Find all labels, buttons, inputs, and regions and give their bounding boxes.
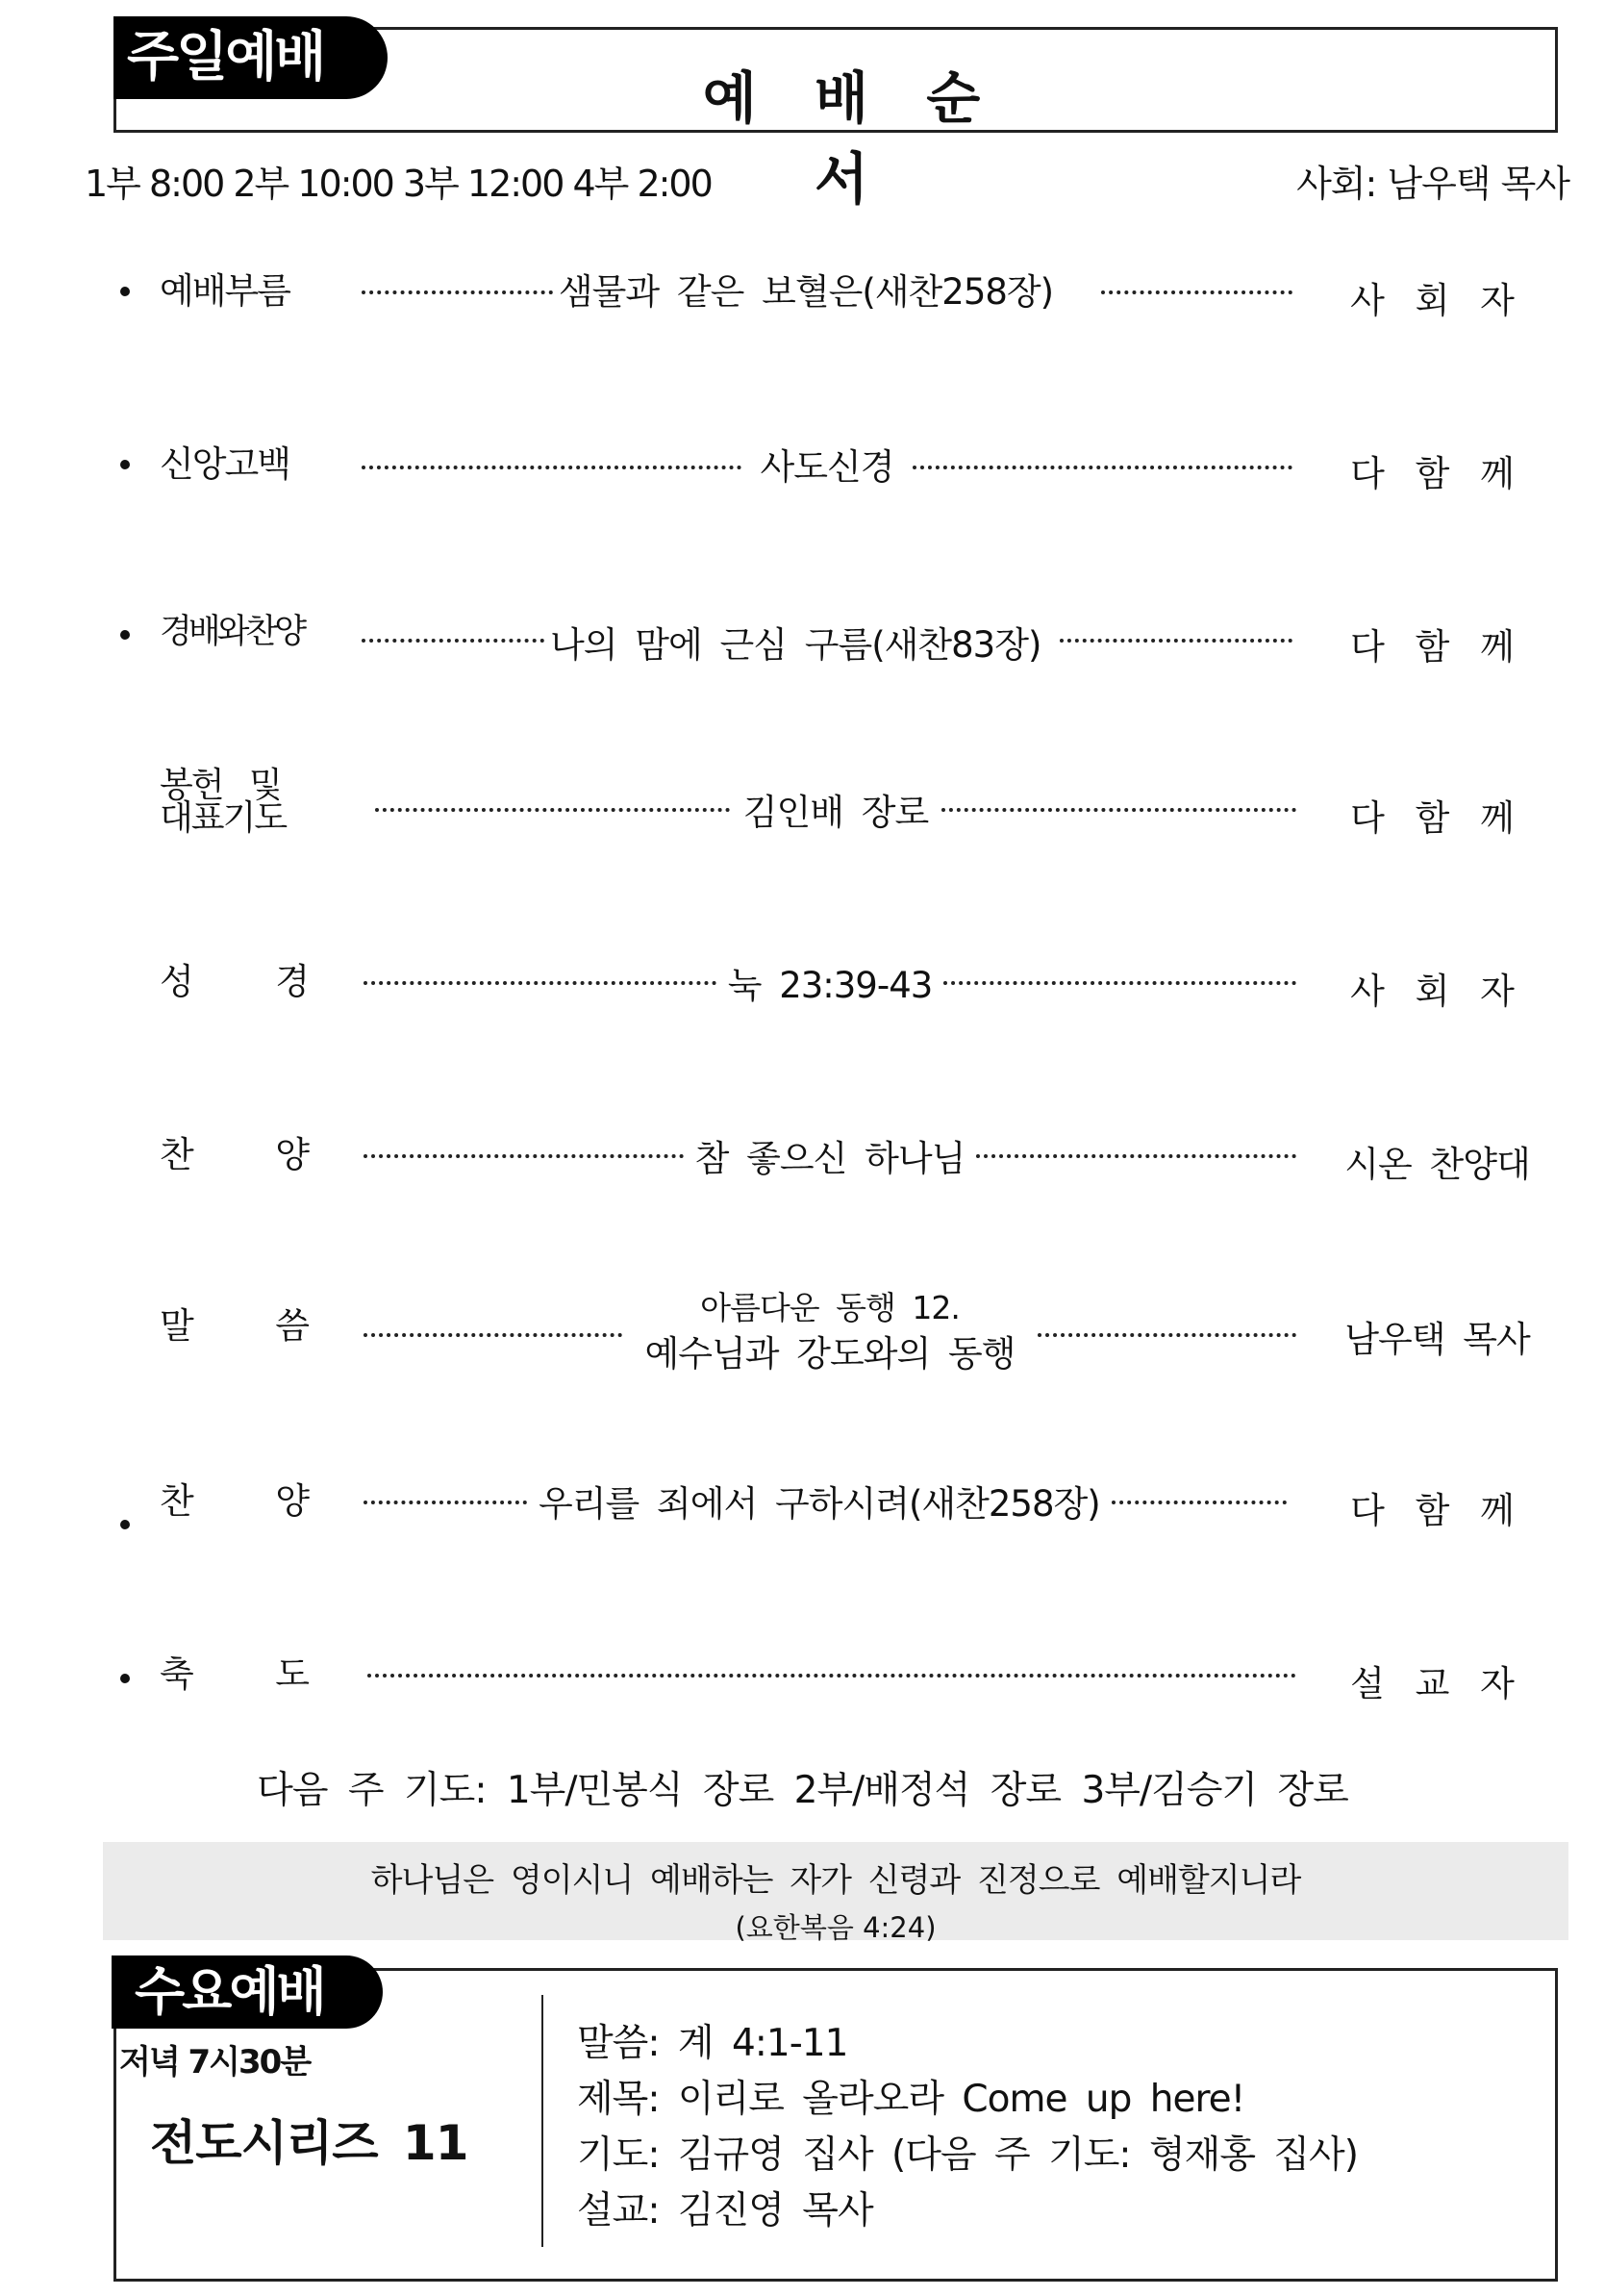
- order-label: 신앙고백: [160, 443, 289, 485]
- order-label: [160, 1134, 310, 1175]
- order-content-line: [358, 962, 1302, 1004]
- order-content: 김인배 장로: [742, 791, 929, 833]
- wednesday-time: 저녁 7시30분: [119, 2043, 311, 2082]
- order-content-line: [358, 1481, 1292, 1524]
- order-content: 우리를 죄에서 구하시려(새찬258장): [539, 1482, 1100, 1525]
- sunday-section-label-text: 주일예배: [127, 26, 324, 88]
- leader-dots: [976, 1154, 1296, 1158]
- order-label: [160, 766, 313, 838]
- wednesday-section-label-text: 수요예배: [135, 1961, 324, 2022]
- order-label-char: 말: [160, 1305, 194, 1347]
- service-host: 사회: 남우택 목사: [1296, 163, 1569, 205]
- order-label: 경배와찬양: [160, 613, 304, 651]
- order-label: [160, 1653, 310, 1695]
- bullet-icon: [120, 287, 130, 296]
- order-content: 샘물과 같은 보혈은(새찬258장): [558, 270, 1054, 313]
- order-content-line: [356, 271, 1298, 314]
- order-label-char: 경: [275, 961, 310, 1002]
- bullet-icon: [120, 1674, 130, 1683]
- order-content: 사도신경: [760, 445, 894, 488]
- order-content-line: [358, 1135, 1302, 1177]
- order-label: [160, 1480, 310, 1522]
- sermon-series: 아름다운 동행 12.: [700, 1288, 960, 1326]
- order-content: 참 좋으신 하나님: [694, 1137, 966, 1179]
- order-label-char: 찬: [160, 1480, 194, 1522]
- leader-dots: [364, 1154, 684, 1158]
- order-label-char: 축: [160, 1653, 194, 1695]
- order-content: 나의 맘에 근심 구름(새찬83장): [550, 623, 1041, 666]
- order-content-line: [358, 1279, 1302, 1385]
- next-week-prayer: 다음 주 기도: 1부/민봉식 장로 2부/배정석 장로 3부/김승기 장로: [257, 1769, 1348, 1812]
- order-content: 눅 23:39-43: [727, 964, 933, 1006]
- order-row: [0, 766, 1605, 846]
- bullet-icon: [120, 1520, 130, 1529]
- leader-dots: [913, 466, 1292, 469]
- scripture-reference: (요한복음 4:24): [735, 1911, 937, 1944]
- wednesday-section-label: [112, 1955, 383, 2029]
- order-row: [0, 425, 1605, 502]
- bullet-icon: [120, 630, 130, 640]
- leader-dots: [364, 1333, 622, 1337]
- order-content-line: [369, 789, 1302, 831]
- sunday-section-label: [113, 16, 388, 99]
- leader-dots: [362, 466, 741, 469]
- order-label: [160, 961, 310, 1002]
- page-title: 예 배 순 서: [702, 65, 1000, 212]
- leader-dots: [364, 1501, 527, 1504]
- service-schedule: 1부 8:00 2부 10:00 3부 12:00 4부 2:00: [85, 163, 712, 205]
- order-label: [160, 1305, 310, 1347]
- order-content-line: [356, 446, 1298, 489]
- wednesday-scripture: 말씀: 계 4:1-11: [577, 2022, 848, 2065]
- order-content: [644, 1288, 1016, 1375]
- order-label-char: 성: [160, 961, 194, 1002]
- order-role: 다 함 께: [1350, 797, 1524, 839]
- leader-dots: [1112, 1501, 1287, 1504]
- wednesday-title: 제목: 이리로 올라오라 Come up here!: [577, 2078, 1245, 2121]
- order-row: [0, 943, 1605, 1020]
- order-label-char: 도: [275, 1653, 310, 1695]
- bullet-icon: [120, 460, 130, 469]
- order-label-line1: 봉헌 및: [160, 766, 281, 805]
- order-row: [0, 1462, 1605, 1539]
- order-role: 다 함 께: [1350, 626, 1524, 668]
- leader-dots: [1101, 290, 1292, 294]
- order-role: 사 회 자: [1350, 280, 1524, 321]
- leader-dots: [941, 808, 1296, 812]
- scripture-verse: 하나님은 영이시니 예배하는 자가 신령과 진정으로 예배할지니라: [370, 1861, 1301, 1900]
- wednesday-preacher: 설교: 김진영 목사: [577, 2189, 873, 2233]
- order-row: [0, 1116, 1605, 1193]
- wednesday-prayer: 기도: 김규영 집사 (다음 주 기도: 형재홍 집사): [577, 2133, 1358, 2177]
- order-label-char: 양: [275, 1480, 310, 1522]
- order-row: [0, 252, 1605, 329]
- leader-dots: [362, 290, 553, 294]
- scripture-verse-band: [103, 1842, 1568, 1944]
- order-row: [0, 1635, 1605, 1712]
- wednesday-divider: [541, 1995, 543, 2247]
- order-row: [0, 598, 1605, 675]
- order-label-char: 양: [275, 1134, 310, 1175]
- leader-dots: [1038, 1333, 1296, 1337]
- order-role: 시온 찬양대: [1344, 1144, 1530, 1185]
- order-content-line: [362, 1654, 1302, 1697]
- wednesday-details: [577, 2016, 1358, 2239]
- leader-dots: [375, 808, 730, 812]
- leader-dots: [362, 639, 544, 643]
- leader-dots: [943, 981, 1296, 985]
- leader-dots: [1060, 639, 1292, 643]
- leader-dots: [367, 1674, 1296, 1678]
- leader-dots: [364, 981, 716, 985]
- order-role: 다 함 께: [1350, 1490, 1524, 1531]
- order-label: 예배부름: [160, 270, 289, 312]
- sermon-title: 예수님과 강도와의 동행: [644, 1332, 1016, 1375]
- wednesday-series: 전도시리즈 11: [150, 2115, 468, 2171]
- order-row: [0, 1270, 1605, 1395]
- order-role: 사 회 자: [1350, 971, 1524, 1012]
- order-label-line2: 대표기도: [160, 798, 287, 838]
- order-label-char: 찬: [160, 1134, 194, 1175]
- order-label-char: 씀: [275, 1305, 310, 1347]
- order-role: 다 함 께: [1350, 453, 1524, 494]
- order-content-line: [356, 619, 1298, 666]
- order-role: 남우택 목사: [1344, 1319, 1530, 1360]
- order-role: 설 교 자: [1350, 1663, 1524, 1704]
